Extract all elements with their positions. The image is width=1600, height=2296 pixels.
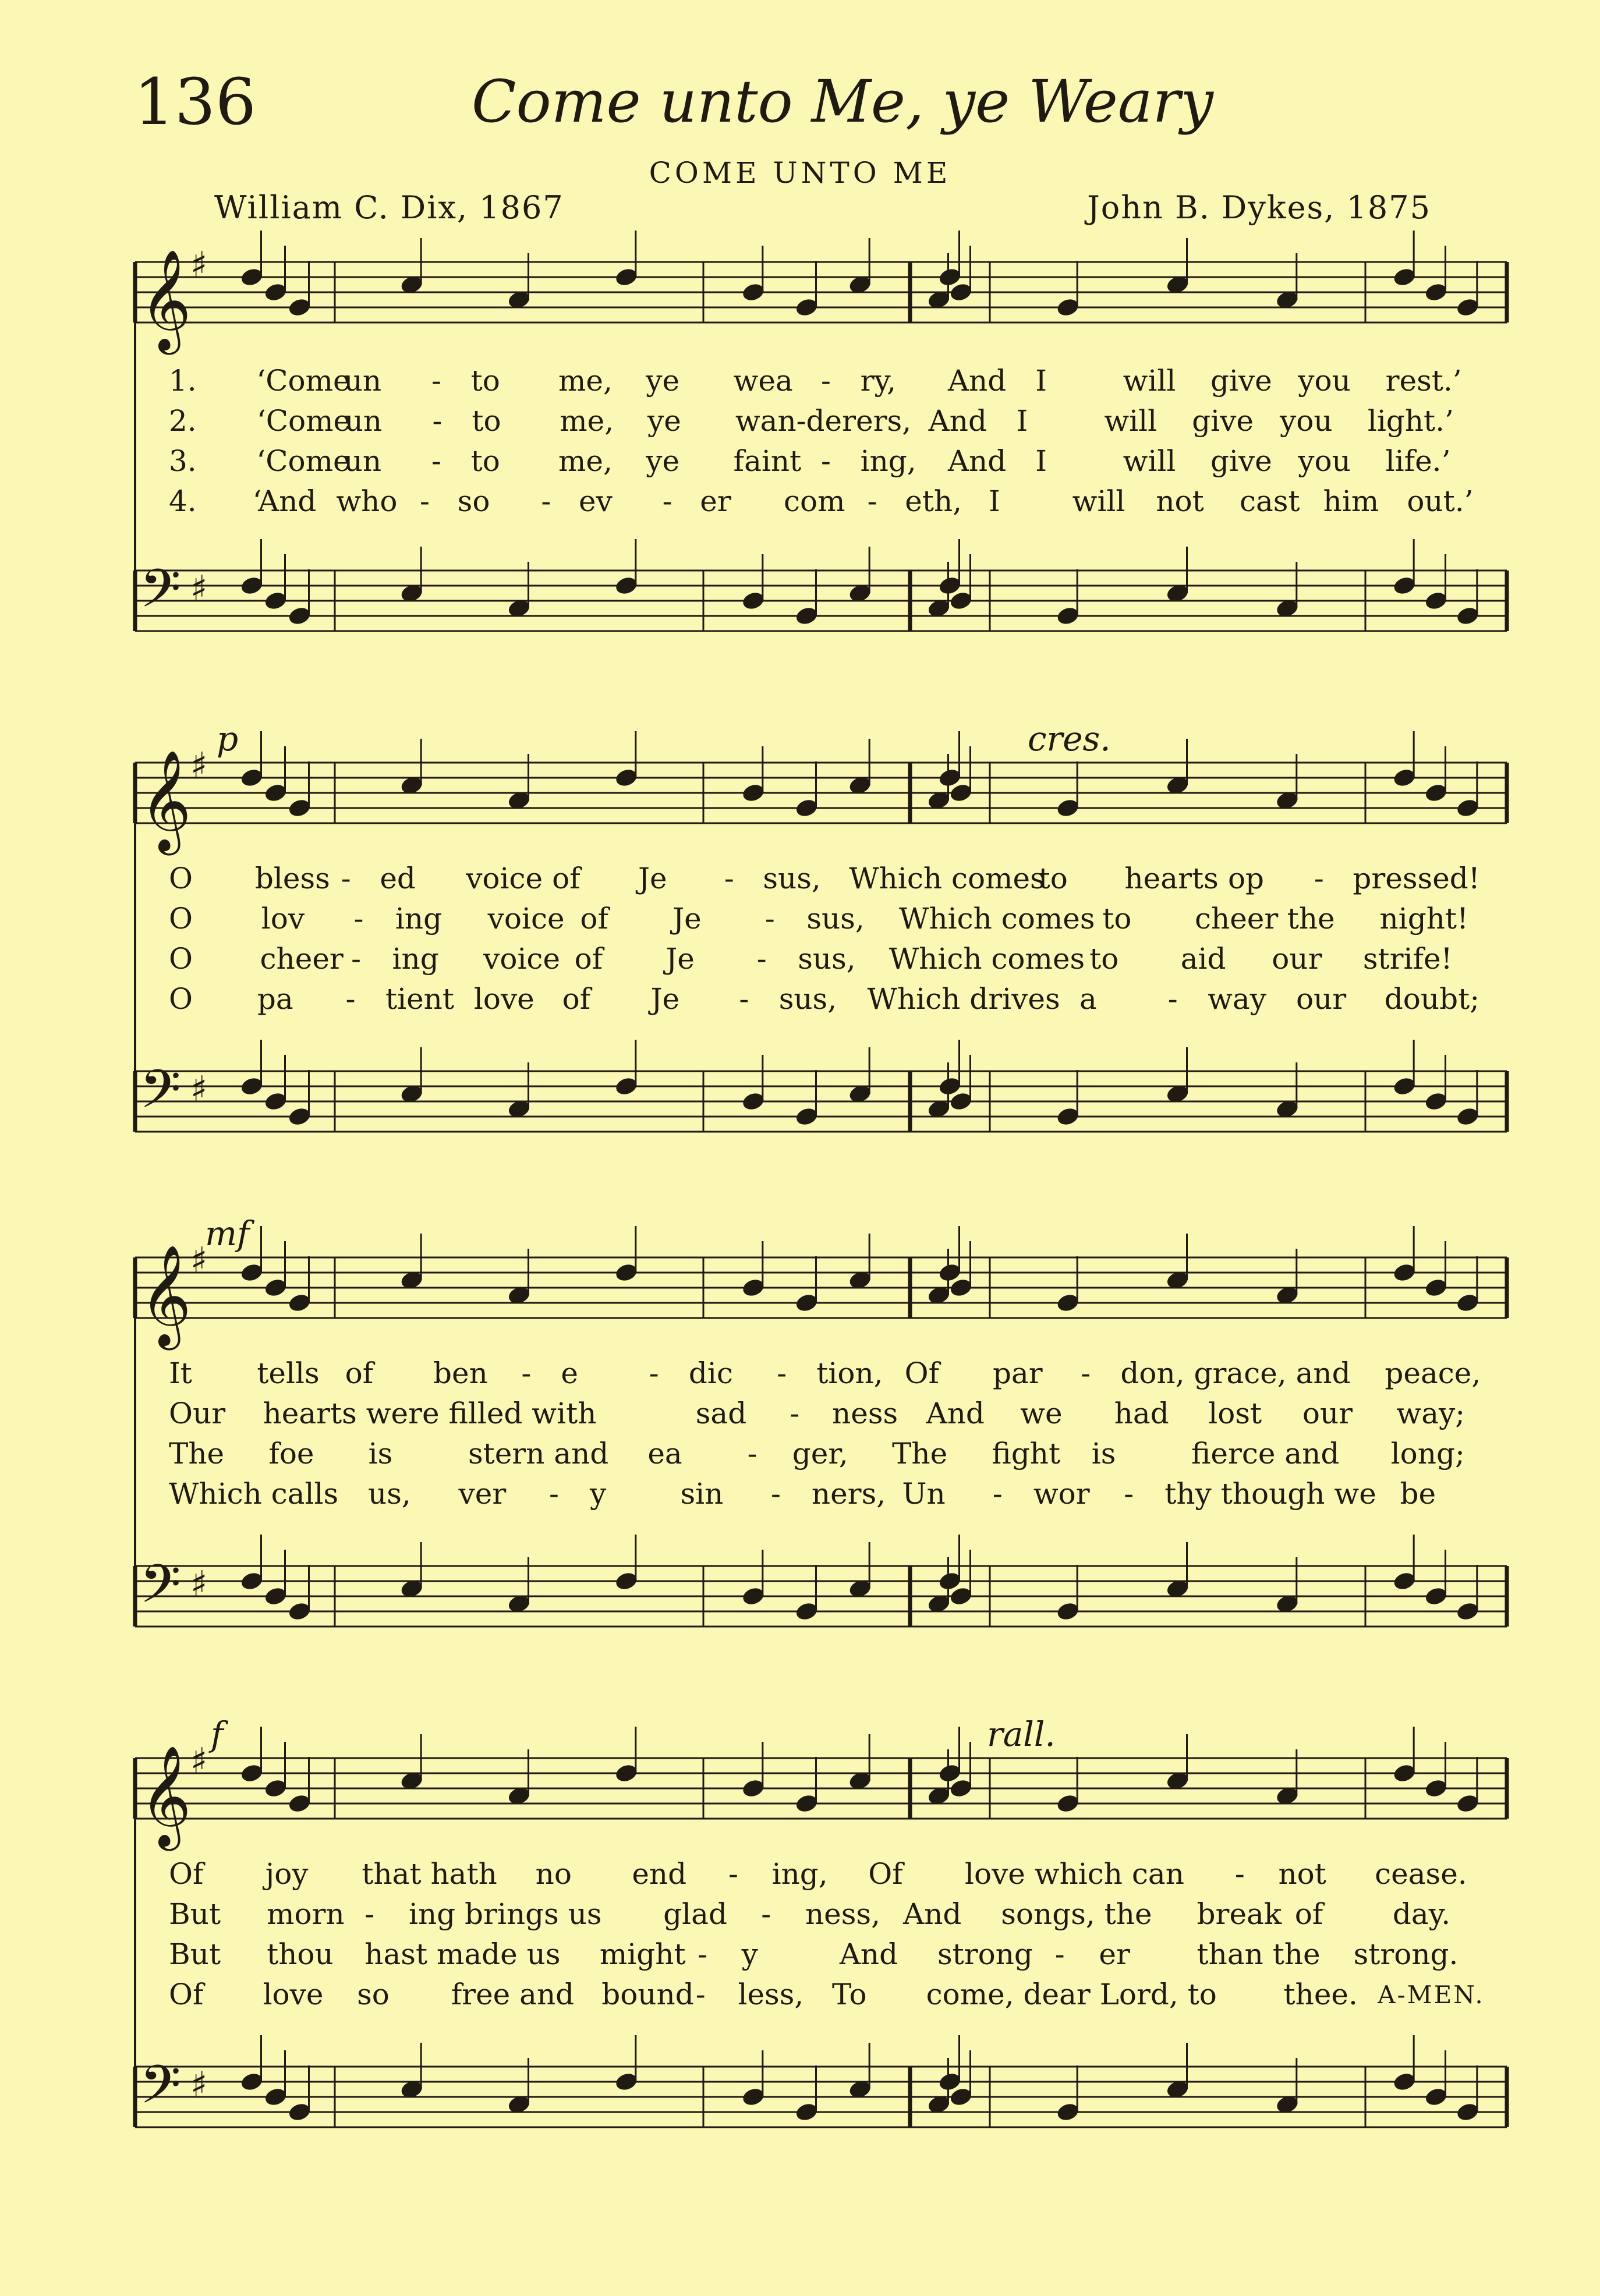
- hymn-number: 136: [134, 65, 256, 139]
- lyric-syllable: dic: [688, 1356, 733, 1390]
- lyric-syllable: to: [1089, 942, 1119, 976]
- bass-notes: [239, 2035, 1480, 2123]
- verse-line-4: [0, 481, 1600, 522]
- treble-clef-icon: 𝄞: [140, 1245, 192, 1346]
- lyric-syllable: give: [1192, 404, 1254, 438]
- lyric-syllable: you: [1298, 444, 1351, 478]
- lyric-syllable: ger,: [792, 1437, 848, 1471]
- music-credit: John B. Dykes, 1875: [1087, 189, 1431, 226]
- lyric-syllable: Of: [169, 1857, 204, 1891]
- key-signature-sharp-icon: ♯: [190, 1564, 208, 1604]
- lyric-syllable: Which comes: [899, 902, 1095, 936]
- lyric-syllable: morn: [267, 1897, 345, 1931]
- lyric-syllable: And: [839, 1937, 898, 1971]
- lyric-syllable: And: [928, 404, 987, 438]
- lyric-syllable: lov: [261, 902, 305, 936]
- lyric-syllable: Of: [868, 1857, 903, 1891]
- lyric-syllable: 1.: [169, 364, 197, 398]
- lyric-syllable: him: [1323, 484, 1379, 518]
- lyric-syllable: you: [1298, 364, 1351, 398]
- lyric-syllable: thee.: [1283, 1978, 1358, 2011]
- lyric-syllable: to: [470, 364, 500, 398]
- bass-staff: [135, 1553, 1507, 1628]
- lyric-syllable: cheer: [1195, 902, 1279, 936]
- lyric-syllable: ea: [647, 1437, 682, 1471]
- syllable-hyphen: -: [662, 484, 672, 518]
- verse-line-1: [0, 361, 1600, 401]
- verse-line-2: [0, 899, 1600, 939]
- lyric-syllable: long;: [1390, 1437, 1465, 1471]
- key-signature-sharp-icon: ♯: [190, 245, 208, 285]
- lyric-syllable: ye: [646, 444, 680, 478]
- treble-notes: [239, 731, 1480, 819]
- verse-line-3: [0, 1434, 1600, 1474]
- lyric-syllable: stern and: [468, 1437, 609, 1471]
- lyric-syllable: to: [1038, 862, 1068, 895]
- syllable-hyphen: -: [770, 1477, 781, 1511]
- tune-name: COME UNTO ME: [649, 156, 951, 190]
- lyric-syllable: so: [457, 484, 490, 518]
- lyric-syllable: our: [1302, 1397, 1353, 1430]
- lyric-syllable: glad: [663, 1897, 727, 1931]
- lyric-syllable: love: [473, 982, 534, 1016]
- lyric-syllable: life.’: [1385, 444, 1451, 478]
- lyric-syllable: will: [1123, 444, 1176, 478]
- lyric-syllable: tells: [257, 1356, 320, 1390]
- lyric-syllable: cheer: [260, 942, 344, 976]
- lyric-syllable: of: [1294, 1897, 1323, 1931]
- lyric-syllable: of: [345, 1356, 374, 1390]
- lyric-syllable: cease.: [1375, 1857, 1467, 1891]
- lyric-syllable: doubt;: [1384, 982, 1480, 1016]
- syllable-hyphen: -: [1124, 1477, 1134, 1511]
- lyric-syllable: But: [169, 1897, 221, 1931]
- lyric-syllable: voice: [466, 862, 543, 895]
- lyric-syllable: be: [1400, 1477, 1436, 1511]
- lyric-syllable: ness,: [805, 1897, 880, 1931]
- syllable-hyphen: -: [790, 1397, 800, 1430]
- verse-line-1: [0, 1854, 1600, 1894]
- lyric-syllable: sus,: [798, 942, 856, 976]
- verse-line-3: [0, 939, 1600, 979]
- verse-line-3: [0, 441, 1600, 481]
- lyric-syllable: than the: [1197, 1937, 1321, 1971]
- lyric-syllable: y: [741, 1937, 758, 1971]
- syllable-hyphen: -: [420, 484, 430, 518]
- syllable-hyphen: -: [1081, 1356, 1091, 1390]
- lyric-syllable: I: [988, 484, 1000, 518]
- lyric-syllable: night!: [1379, 902, 1469, 936]
- lyric-syllable: is: [1091, 1437, 1116, 1471]
- lyric-syllable: out.’: [1407, 484, 1474, 518]
- lyric-syllable: And: [903, 1897, 962, 1931]
- lyric-syllable: O: [169, 902, 193, 936]
- lyric-syllable: ‘Come: [256, 404, 351, 438]
- lyric-syllable: faint: [733, 444, 802, 478]
- lyric-syllable: songs, the: [1001, 1897, 1152, 1931]
- lyric-syllable: ing: [395, 902, 443, 936]
- lyric-syllable: un: [344, 444, 382, 478]
- syllable-hyphen: -: [541, 484, 551, 518]
- bass-staff: [135, 558, 1507, 632]
- lyric-syllable: had: [1114, 1397, 1169, 1430]
- lyric-syllable: come, dear Lord, to: [926, 1978, 1217, 2011]
- lyric-syllable: O: [169, 982, 193, 1016]
- treble-clef-icon: 𝄞: [140, 750, 192, 851]
- verse-line-1: [0, 1353, 1600, 1394]
- lyric-syllable: Of: [904, 1356, 940, 1390]
- syllable-hyphen: -: [432, 404, 443, 438]
- lyric-syllable: ye: [646, 364, 680, 398]
- syllable-hyphen: -: [1234, 1857, 1245, 1891]
- syllable-hyphen: -: [353, 902, 364, 936]
- lyric-syllable: wan-derers,: [735, 404, 912, 438]
- key-signature-sharp-icon: ♯: [190, 568, 208, 609]
- lyric-syllable: to: [470, 444, 500, 478]
- syllable-hyphen: -: [867, 484, 877, 518]
- dynamic-mark: p: [217, 719, 239, 759]
- lyric-syllable: un: [344, 404, 383, 438]
- lyric-syllable: O: [169, 942, 193, 976]
- lyric-syllable: strong: [937, 1937, 1033, 1971]
- verse-line-1: [0, 859, 1600, 899]
- syllable-hyphen: -: [549, 1477, 559, 1511]
- lyric-syllable: of: [562, 982, 591, 1016]
- bass-notes: [239, 1040, 1480, 1127]
- lyric-syllable: com: [783, 484, 845, 518]
- lyric-syllable: love: [263, 1978, 324, 2011]
- syllable-hyphen: -: [698, 1937, 707, 1971]
- bass-clef-icon: 𝄢: [140, 1058, 181, 1133]
- dynamic-mark: rall.: [987, 1714, 1056, 1754]
- lyric-syllable: 2.: [169, 404, 197, 438]
- syllable-hyphen: -: [739, 982, 749, 1016]
- syllable-hyphen: -: [728, 1857, 738, 1891]
- lyric-syllable: ness: [832, 1397, 898, 1430]
- lyric-syllable: foe: [268, 1437, 314, 1471]
- lyric-syllable: Which drives: [867, 982, 1060, 1016]
- words-credit: William C. Dix, 1867: [214, 189, 564, 226]
- lyric-syllable: ev: [578, 484, 613, 518]
- lyric-syllable: bound: [601, 1978, 694, 2011]
- lyric-syllable: And: [947, 364, 1007, 398]
- lyric-syllable: us,: [368, 1477, 411, 1511]
- lyric-syllable: sus,: [778, 982, 837, 1016]
- verse-line-4: [0, 1975, 1600, 2015]
- lyric-syllable: so: [357, 1978, 390, 2011]
- lyric-syllable: hearts were filled with: [263, 1397, 597, 1430]
- lyric-syllable: ‘And: [252, 484, 317, 518]
- syllable-hyphen: -: [756, 942, 767, 976]
- key-signature-sharp-icon: ♯: [190, 2064, 208, 2105]
- lyric-syllable: will: [1123, 364, 1176, 398]
- syllable-hyphen: -: [431, 364, 441, 398]
- lyric-syllable: who: [336, 484, 398, 518]
- lyric-syllable: sad: [695, 1397, 747, 1430]
- lyric-syllable: light.’: [1367, 404, 1454, 438]
- lyric-syllable: rest.’: [1385, 364, 1462, 398]
- bass-notes: [239, 1535, 1480, 1622]
- syllable-hyphen: -: [431, 444, 441, 478]
- lyric-syllable: Which calls: [169, 1477, 339, 1511]
- lyric-syllable: break: [1197, 1897, 1282, 1931]
- treble-staff: [135, 1240, 1507, 1351]
- lyric-syllable: ing: [392, 942, 439, 976]
- lyric-syllable: un: [344, 364, 382, 398]
- key-signature-sharp-icon: ♯: [190, 1240, 208, 1281]
- lyric-syllable: love which can: [964, 1857, 1184, 1891]
- syllable-hyphen: -: [341, 862, 351, 895]
- lyric-syllable: pa: [257, 982, 293, 1016]
- lyric-syllable: wor: [1033, 1477, 1090, 1511]
- lyric-syllable: ye: [647, 404, 681, 438]
- lyric-syllable: strife!: [1362, 942, 1453, 976]
- lyric-syllable: ben: [433, 1356, 488, 1390]
- lyric-syllable: A-MEN.: [1378, 1980, 1485, 2009]
- lyric-syllable: Je: [666, 942, 695, 976]
- syllable-hyphen: -: [649, 1356, 659, 1390]
- verse-line-2: [0, 401, 1600, 441]
- key-signature-sharp-icon: ♯: [190, 1069, 208, 1110]
- verse-line-4: [0, 979, 1600, 1019]
- lyric-syllable: of: [574, 942, 603, 976]
- lyric-syllable: give: [1210, 364, 1272, 398]
- lyric-syllable: day.: [1392, 1897, 1451, 1931]
- lyric-syllable: sus,: [763, 862, 821, 895]
- lyric-syllable: not: [1156, 484, 1204, 518]
- lyric-syllable: Un: [902, 1477, 946, 1511]
- lyric-syllable: free and: [451, 1978, 575, 2011]
- lyric-syllable: don, grace, and: [1120, 1356, 1351, 1390]
- lyric-syllable: sus,: [806, 902, 865, 936]
- lyric-syllable: will: [1072, 484, 1125, 518]
- lyric-syllable: of: [580, 902, 608, 936]
- syllable-hyphen: -: [992, 1477, 1003, 1511]
- syllable-hyphen: -: [345, 982, 356, 1016]
- lyric-syllable: hearts: [1124, 862, 1219, 895]
- syllable-hyphen: -: [521, 1356, 532, 1390]
- lyric-syllable: fight: [992, 1437, 1061, 1471]
- lyric-syllable: ing,: [860, 444, 916, 478]
- lyric-syllable: no: [535, 1857, 572, 1891]
- lyric-syllable: par: [992, 1356, 1043, 1390]
- treble-notes: [239, 1226, 1480, 1313]
- lyric-syllable: of: [552, 862, 580, 895]
- lyric-syllable: I: [1016, 404, 1028, 438]
- lyric-syllable: eth,: [905, 484, 962, 518]
- lyric-syllable: way;: [1396, 1397, 1466, 1430]
- treble-clef-icon: 𝄞: [140, 249, 192, 350]
- lyric-syllable: ‘Come: [256, 444, 351, 478]
- lyric-syllable: ry,: [860, 364, 897, 398]
- syllable-hyphen: -: [777, 1356, 787, 1390]
- key-signature-sharp-icon: ♯: [190, 745, 208, 786]
- lyric-syllable: less,: [738, 1978, 804, 2011]
- lyric-syllable: e: [561, 1356, 579, 1390]
- lyric-syllable: And: [926, 1397, 985, 1430]
- lyric-syllable: 3.: [169, 444, 197, 478]
- verse-line-2: [0, 1894, 1600, 1934]
- lyric-syllable: O: [169, 862, 193, 895]
- lyric-syllable: hast made us: [364, 1937, 561, 1971]
- lyric-syllable: Our: [169, 1397, 226, 1430]
- lyric-syllable: might: [599, 1937, 686, 1971]
- lyric-syllable: strong.: [1353, 1937, 1459, 1971]
- lyric-syllable: I: [1035, 444, 1047, 478]
- lyric-syllable: way: [1208, 982, 1266, 1016]
- treble-notes: [239, 1727, 1480, 1814]
- lyric-syllable: give: [1210, 444, 1272, 478]
- lyric-syllable: sin: [680, 1477, 724, 1511]
- lyric-syllable: Which comes: [889, 942, 1085, 976]
- lyric-syllable: bless: [254, 862, 330, 895]
- lyric-syllable: not: [1278, 1857, 1326, 1891]
- lyric-syllable: me,: [558, 364, 613, 398]
- lyric-syllable: pressed!: [1353, 862, 1480, 895]
- lyric-syllable: er: [700, 484, 731, 518]
- lyric-syllable: we: [1020, 1397, 1063, 1430]
- lyric-syllable: voice: [487, 902, 565, 936]
- syllable-hyphen: -: [364, 1897, 375, 1931]
- lyric-syllable: Je: [672, 902, 702, 936]
- lyric-syllable: Je: [638, 862, 667, 895]
- syllable-hyphen: -: [761, 1897, 771, 1931]
- lyric-syllable: you: [1280, 404, 1333, 438]
- lyrics-block-4: [0, 1854, 1600, 2015]
- lyric-syllable: thy though we: [1164, 1477, 1376, 1511]
- lyric-syllable: peace,: [1385, 1356, 1481, 1390]
- lyric-syllable: aid: [1180, 942, 1226, 976]
- lyric-syllable: It: [169, 1356, 192, 1390]
- lyrics-block-2: [0, 859, 1600, 1019]
- lyric-syllable: ed: [380, 862, 416, 895]
- bass-staff: [135, 2054, 1507, 2128]
- lyric-syllable: tient: [385, 982, 454, 1016]
- syllable-hyphen: -: [820, 444, 831, 478]
- treble-notes: [239, 231, 1480, 318]
- treble-staff: [135, 745, 1507, 856]
- lyric-syllable: ‘Come: [256, 364, 351, 398]
- lyric-syllable: The: [169, 1437, 225, 1471]
- lyric-syllable: our: [1272, 942, 1322, 976]
- lyric-syllable: y: [589, 1477, 607, 1511]
- dynamic-mark: mf: [205, 1214, 250, 1253]
- bass-clef-icon: 𝄢: [140, 2054, 181, 2128]
- lyric-syllable: To: [832, 1978, 867, 2011]
- lyric-syllable: lost: [1208, 1397, 1262, 1430]
- lyric-syllable: to: [472, 404, 501, 438]
- lyric-syllable: The: [892, 1437, 948, 1471]
- lyric-syllable: thou: [267, 1937, 334, 1971]
- lyric-syllable: ver: [458, 1477, 507, 1511]
- dynamic-mark: cres.: [1028, 719, 1111, 759]
- syllable-hyphen: -: [820, 364, 831, 398]
- lyric-syllable: is: [368, 1437, 393, 1471]
- lyric-syllable: ing,: [771, 1857, 828, 1891]
- lyric-syllable: tion,: [816, 1356, 883, 1390]
- lyric-syllable: ners,: [811, 1477, 886, 1511]
- lyric-syllable: cast: [1239, 484, 1300, 518]
- treble-staff: [135, 1741, 1507, 1851]
- lyrics-block-1: [0, 361, 1600, 522]
- syllable-hyphen: -: [1314, 862, 1324, 895]
- key-signature-sharp-icon: ♯: [190, 1741, 208, 1781]
- lyric-syllable: ing brings us: [408, 1897, 602, 1931]
- verse-line-2: [0, 1394, 1600, 1434]
- lyric-syllable: And: [947, 444, 1007, 478]
- syllable-hyphen: -: [764, 902, 775, 936]
- lyric-syllable: 4.: [169, 484, 197, 518]
- lyric-syllable: Of: [169, 1978, 204, 2011]
- syllable-hyphen: -: [695, 1978, 706, 2011]
- syllable-hyphen: -: [1167, 982, 1178, 1016]
- treble-staff: [135, 245, 1507, 355]
- treble-clef-icon: 𝄞: [140, 1745, 192, 1847]
- syllable-hyphen: -: [1054, 1937, 1065, 1971]
- lyrics-block-3: [0, 1353, 1600, 1514]
- bass-staff: [135, 1058, 1507, 1133]
- lyric-syllable: end: [632, 1857, 687, 1891]
- lyric-syllable: Which comes: [849, 862, 1045, 895]
- lyric-syllable: that hath: [362, 1857, 497, 1891]
- lyric-syllable: a: [1079, 982, 1097, 1016]
- bass-notes: [239, 539, 1480, 626]
- syllable-hyphen: -: [747, 1437, 757, 1471]
- lyric-syllable: fierce and: [1191, 1437, 1340, 1471]
- lyric-syllable: joy: [265, 1857, 309, 1891]
- lyric-syllable: But: [169, 1937, 221, 1971]
- lyric-syllable: voice: [483, 942, 561, 976]
- bass-clef-icon: 𝄢: [140, 1553, 181, 1628]
- hymn-title: Come unto Me, ye Weary: [472, 68, 1213, 136]
- dynamic-mark: f: [211, 1714, 224, 1754]
- verse-line-3: [0, 1934, 1600, 1975]
- lyric-syllable: op: [1227, 862, 1265, 895]
- lyric-syllable: me,: [560, 404, 614, 438]
- lyric-syllable: the: [1287, 902, 1335, 936]
- lyric-syllable: me,: [558, 444, 613, 478]
- syllable-hyphen: -: [351, 942, 361, 976]
- lyric-syllable: Je: [650, 982, 680, 1016]
- lyric-syllable: wea: [733, 364, 793, 398]
- lyric-syllable: will: [1104, 404, 1157, 438]
- bass-clef-icon: 𝄢: [140, 558, 181, 632]
- lyric-syllable: er: [1099, 1937, 1130, 1971]
- lyric-syllable: our: [1295, 982, 1347, 1016]
- verse-line-4: [0, 1474, 1600, 1514]
- lyric-syllable: I: [1035, 364, 1047, 398]
- lyric-syllable: to: [1102, 902, 1132, 936]
- syllable-hyphen: -: [724, 862, 734, 895]
